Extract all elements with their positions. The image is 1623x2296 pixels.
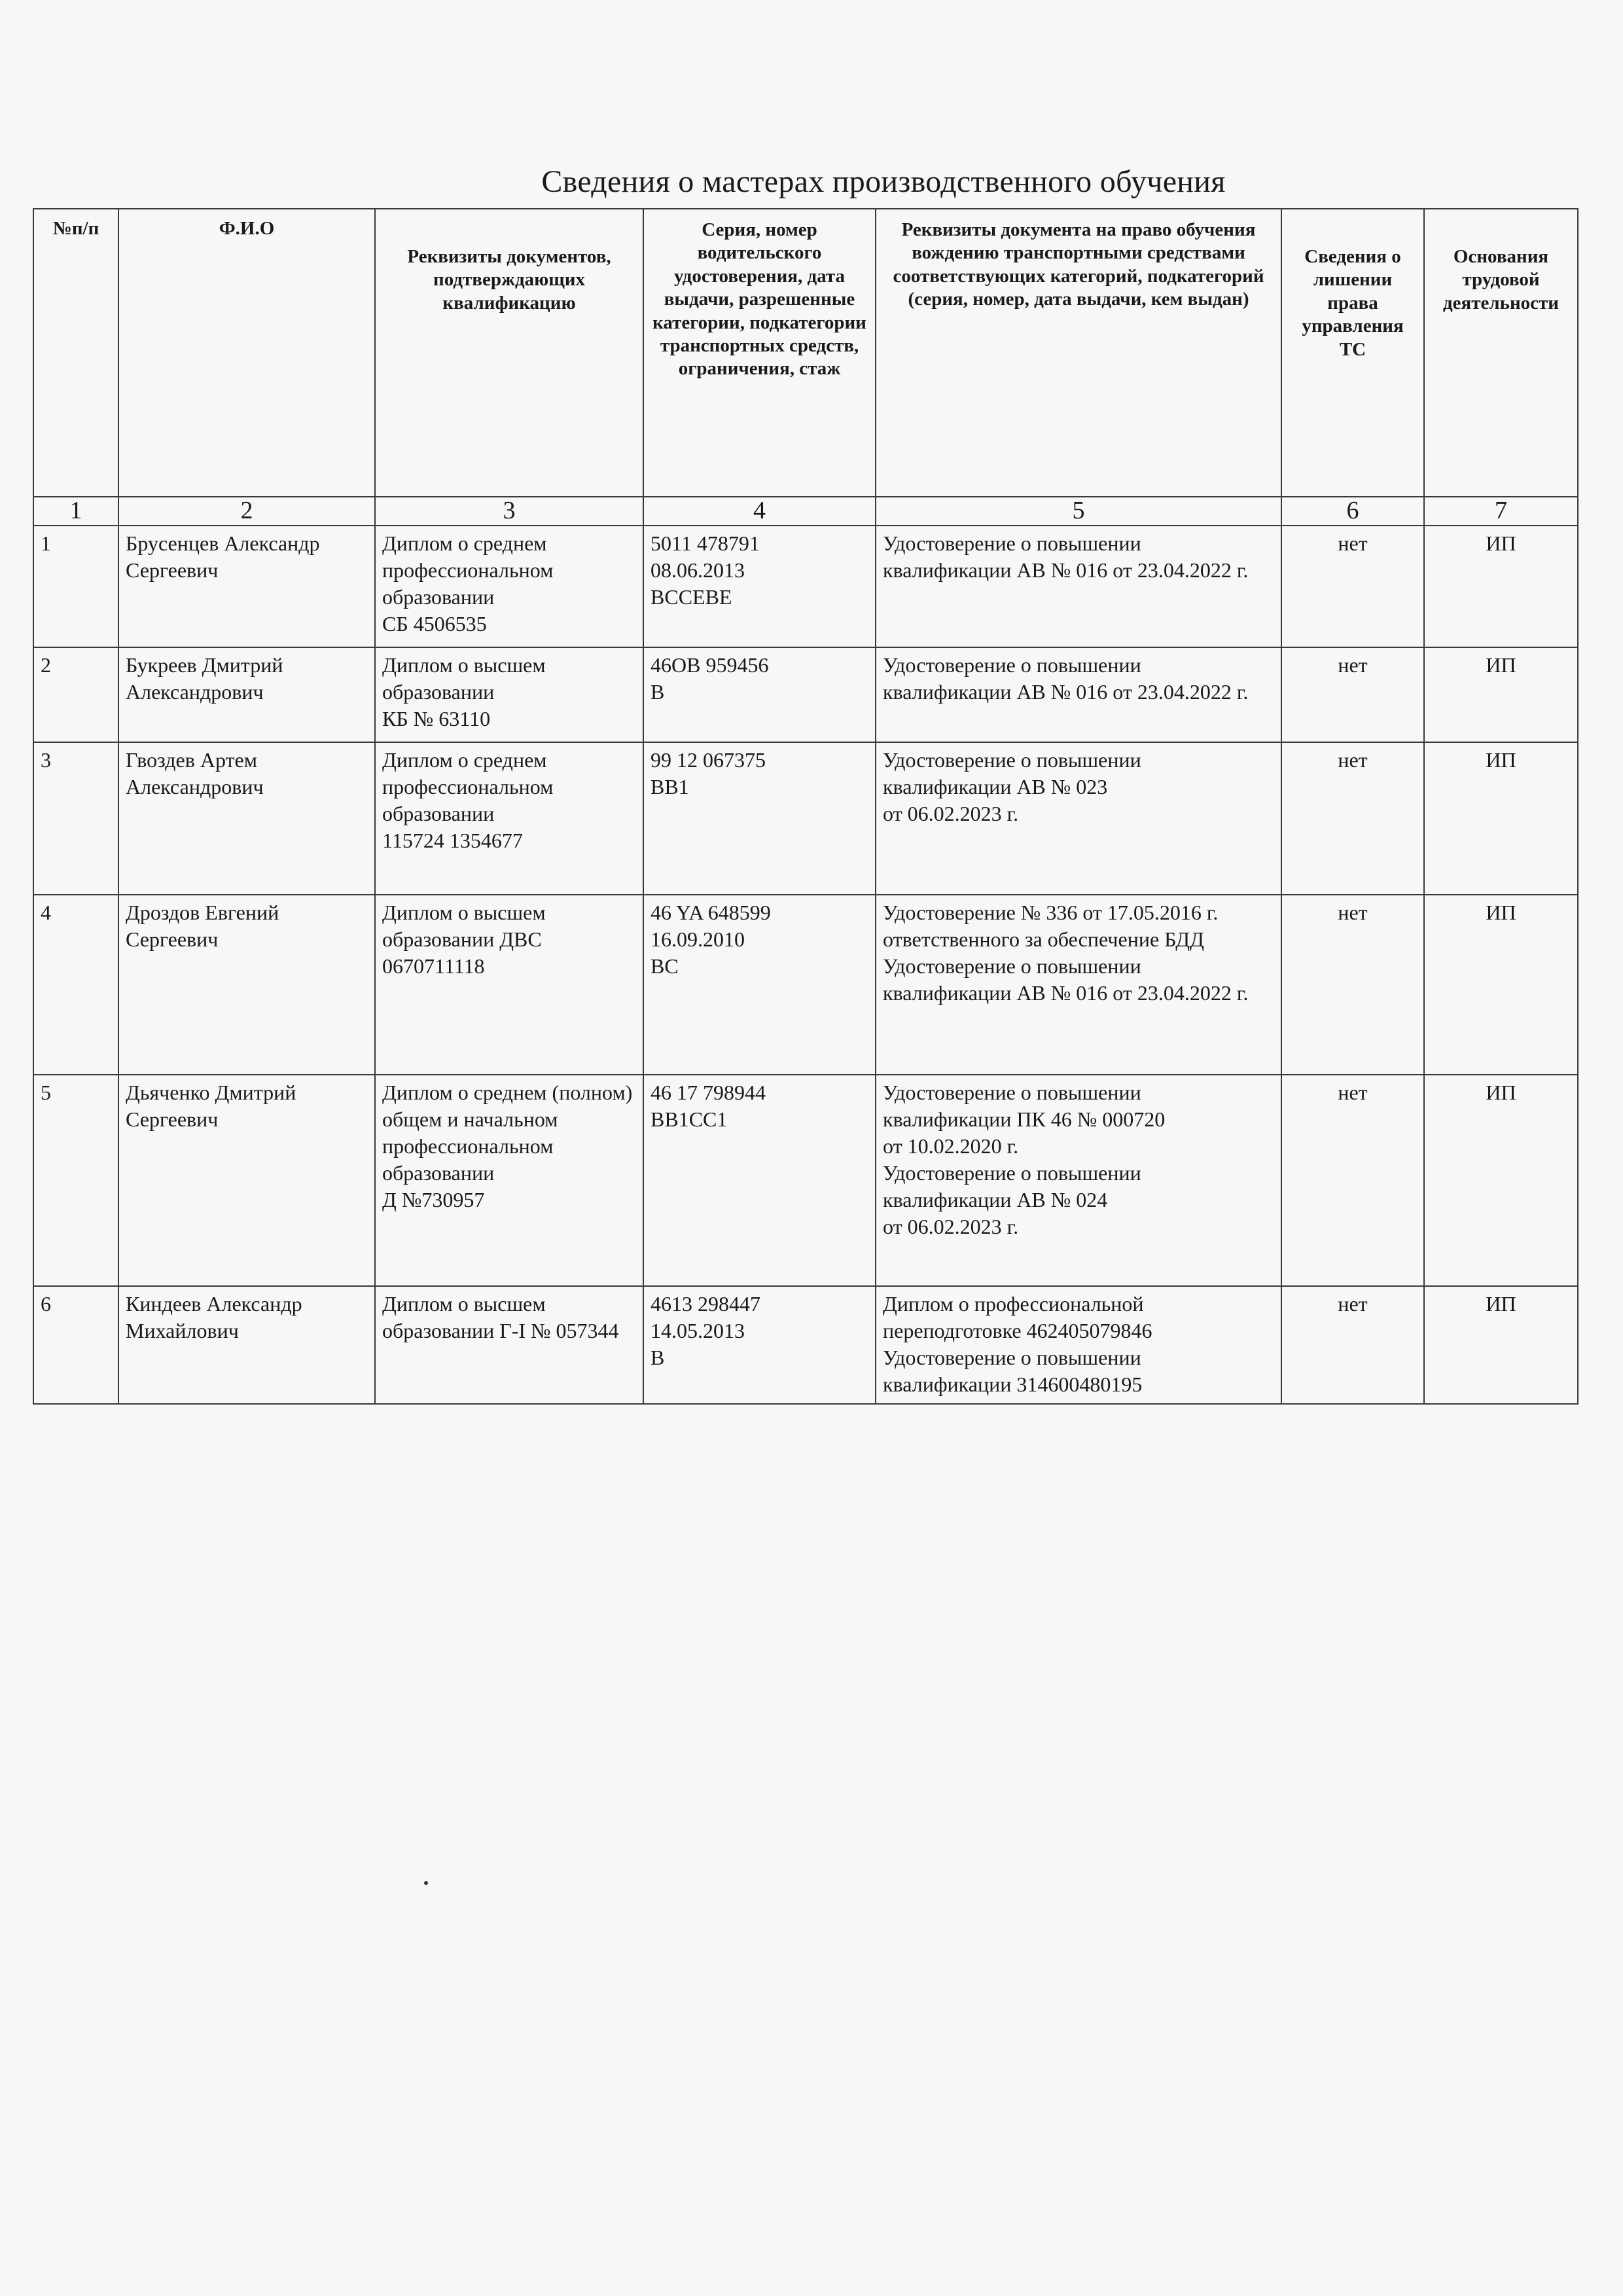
column-number: 1 bbox=[33, 497, 118, 526]
row-qualification: Диплом о высшем образовании ДВС 0670711118 bbox=[375, 895, 643, 1075]
header-training-doc: Реквизиты документа на право обучения вождению транспортными средствами соответствующих категорий, подкатегорий (серия, номер, дата выдачи, кем выдан) bbox=[876, 209, 1281, 497]
column-number: 3 bbox=[375, 497, 643, 526]
table-row bbox=[33, 742, 1578, 895]
column-number-row bbox=[33, 497, 1578, 526]
scan-speck bbox=[424, 1881, 428, 1885]
page-title: Сведения о мастерах производственного обучения bbox=[541, 164, 1226, 199]
row-basis: ИП bbox=[1424, 1286, 1578, 1404]
table-row bbox=[33, 895, 1578, 1075]
row-deprivation: нет bbox=[1281, 647, 1424, 742]
row-license: 46ОВ 959456 B bbox=[643, 647, 876, 742]
table-header-row bbox=[33, 209, 1578, 497]
row-training-doc: Удостоверение о повышении квалификации АВ № 016 от 23.04.2022 г. bbox=[876, 526, 1281, 647]
table-row bbox=[33, 647, 1578, 742]
row-training-doc: Удостоверение № 336 от 17.05.2016 г. ответственного за обеспечение БДД Удостоверение о повышении квалификации АВ № 016 от 23.04.2022 г. bbox=[876, 895, 1281, 1075]
row-name: Букреев Дмитрий Александрович bbox=[118, 647, 375, 742]
row-name: Дроздов Евгений Сергеевич bbox=[118, 895, 375, 1075]
row-deprivation: нет bbox=[1281, 742, 1424, 895]
column-number: 7 bbox=[1424, 497, 1578, 526]
row-basis: ИП bbox=[1424, 895, 1578, 1075]
row-basis: ИП bbox=[1424, 742, 1578, 895]
row-training-doc: Удостоверение о повышении квалификации ПК 46 № 000720 от 10.02.2020 г. Удостоверение о повышении квалификации АВ № 024 от 06.02.2023 г. bbox=[876, 1075, 1281, 1286]
row-name: Киндеев Александр Михайлович bbox=[118, 1286, 375, 1404]
row-deprivation: нет bbox=[1281, 895, 1424, 1075]
header-qualification: Реквизиты документов, подтверждающих квалификацию bbox=[375, 209, 643, 497]
row-deprivation: нет bbox=[1281, 526, 1424, 647]
column-number: 2 bbox=[118, 497, 375, 526]
row-number: 2 bbox=[33, 647, 118, 742]
row-deprivation: нет bbox=[1281, 1075, 1424, 1286]
header-deprivation: Сведения о лишении права управления ТС bbox=[1281, 209, 1424, 497]
column-number: 6 bbox=[1281, 497, 1424, 526]
row-qualification: Диплом о среднем профессиональном образовании СБ 4506535 bbox=[375, 526, 643, 647]
masters-table bbox=[33, 208, 1578, 1405]
row-training-doc: Удостоверение о повышении квалификации АВ № 023 от 06.02.2023 г. bbox=[876, 742, 1281, 895]
row-license: 4613 298447 14.05.2013 B bbox=[643, 1286, 876, 1404]
row-number: 5 bbox=[33, 1075, 118, 1286]
row-license: 46 17 798944 BB1CC1 bbox=[643, 1075, 876, 1286]
header-name: Ф.И.О bbox=[118, 209, 375, 497]
header-number: №п/п bbox=[33, 209, 118, 497]
table-row bbox=[33, 526, 1578, 647]
row-number: 4 bbox=[33, 895, 118, 1075]
row-training-doc: Диплом о профессиональной переподготовке 462405079846 Удостоверение о повышении квалификации 314600480195 bbox=[876, 1286, 1281, 1404]
row-license: 46 YA 648599 16.09.2010 BC bbox=[643, 895, 876, 1075]
header-license: Серия, номер водительского удостоверения, дата выдачи, разрешенные категории, подкатегории транспортных средств, ограничения, стаж bbox=[643, 209, 876, 497]
row-qualification: Диплом о высшем образовании Г-I № 057344 bbox=[375, 1286, 643, 1404]
row-number: 1 bbox=[33, 526, 118, 647]
table-row bbox=[33, 1286, 1578, 1404]
row-license: 99 12 067375 BB1 bbox=[643, 742, 876, 895]
row-number: 6 bbox=[33, 1286, 118, 1404]
row-qualification: Диплом о среднем (полном) общем и начальном профессиональном образовании Д №730957 bbox=[375, 1075, 643, 1286]
row-deprivation: нет bbox=[1281, 1286, 1424, 1404]
row-qualification: Диплом о высшем образовании КБ № 63110 bbox=[375, 647, 643, 742]
row-name: Гвоздев Артем Александрович bbox=[118, 742, 375, 895]
table-row bbox=[33, 1075, 1578, 1286]
row-license: 5011 478791 08.06.2013 BCCEBE bbox=[643, 526, 876, 647]
row-name: Брусенцев Александр Сергеевич bbox=[118, 526, 375, 647]
column-number: 5 bbox=[876, 497, 1281, 526]
row-number: 3 bbox=[33, 742, 118, 895]
row-basis: ИП bbox=[1424, 647, 1578, 742]
row-basis: ИП bbox=[1424, 526, 1578, 647]
header-basis: Основания трудовой деятельности bbox=[1424, 209, 1578, 497]
column-number: 4 bbox=[643, 497, 876, 526]
row-training-doc: Удостоверение о повышении квалификации АВ № 016 от 23.04.2022 г. bbox=[876, 647, 1281, 742]
row-basis: ИП bbox=[1424, 1075, 1578, 1286]
row-qualification: Диплом о среднем профессиональном образовании 115724 1354677 bbox=[375, 742, 643, 895]
row-name: Дьяченко Дмитрий Сергеевич bbox=[118, 1075, 375, 1286]
